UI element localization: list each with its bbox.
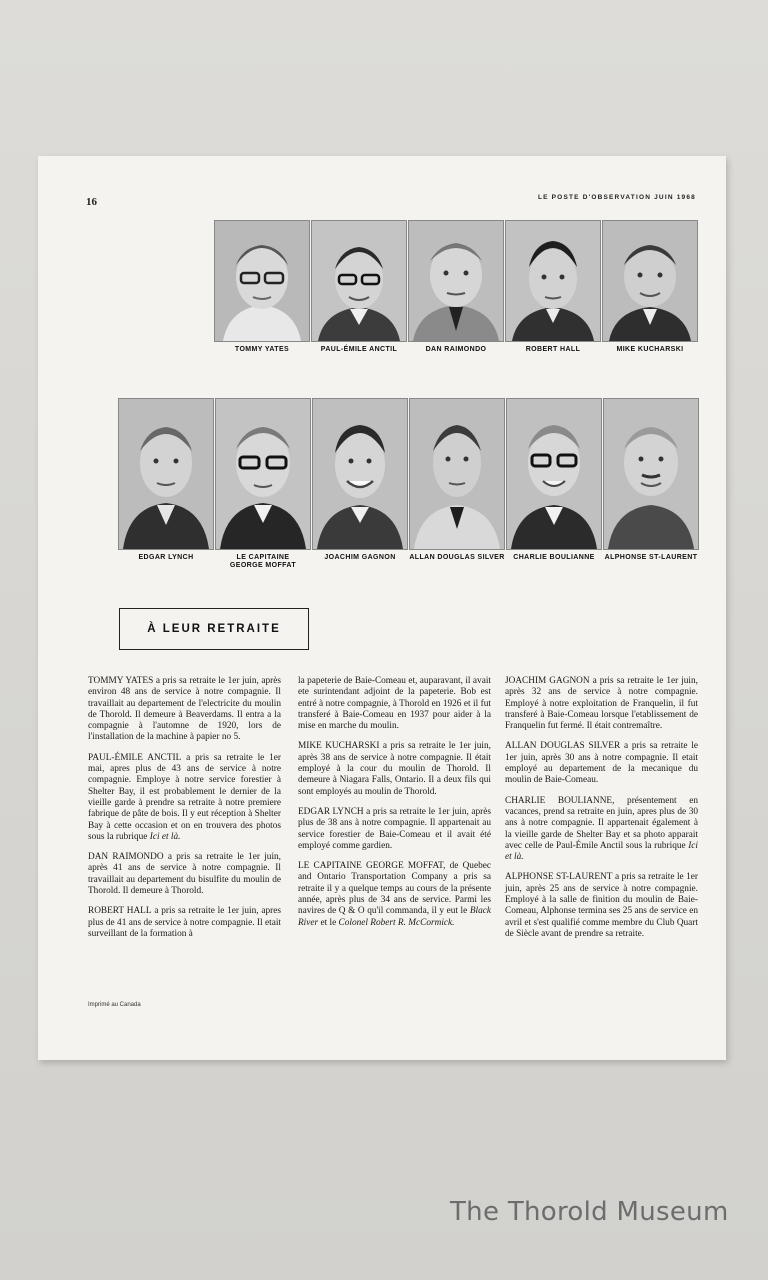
- paragraph: [298, 676, 491, 732]
- paragraph: [298, 861, 491, 929]
- portrait-robert-hall: [505, 220, 601, 354]
- page-number: 16: [86, 196, 97, 208]
- magazine-page: [38, 156, 726, 1060]
- portrait-caption: JOACHIM GAGNON: [324, 554, 396, 561]
- portrait-george-moffat: [215, 398, 311, 570]
- paragraph-text: a pris sa retraite le 1er juin, après 41 ans de service à notre compagnie. Il travaillait au departement du bisulfite du moulin de Thorold. Il demeure à Thorold.: [88, 852, 281, 897]
- paragraph-text: a pris sa retraite le 1er juin, après 30 ans à notre compagnie. Il etait employé au departement de la mecanique du moulin de Baie-Comeau.: [505, 741, 698, 786]
- portrait-alphonse-st-laurent: [603, 398, 699, 570]
- portrait-dan-raimondo: [408, 220, 504, 354]
- paragraph: [505, 741, 698, 786]
- italic-reference: Ici et là.: [505, 840, 698, 863]
- paragraph: [88, 753, 281, 843]
- paragraph-text: a pris sa retraite le 1er juin, après environ 48 ans de service à notre compagnie. Il travaillait au departement de l'electricite du moulin de Thorold. Il demeure à Beaverdams. Il entra a la compagnie à l'automne de 1920, lors de l'installation de la machine à papier no 5.: [88, 676, 281, 743]
- paragraph: [505, 796, 698, 864]
- portrait-photo: [409, 398, 505, 550]
- portrait-caption: PAUL-ÉMILE ANCTIL: [320, 346, 398, 353]
- paragraph-text: a pris sa retraite le 1er juin, apres plus de 41 ans de service à notre compagnie. Il etait surveillant de la formation à: [88, 906, 281, 939]
- italic-reference: Black River: [298, 906, 491, 928]
- museum-watermark: The Thorold Museum: [450, 1197, 729, 1227]
- text-column-3: [505, 676, 698, 949]
- portrait-photo: [408, 220, 504, 342]
- portrait-caption: ROBERT HALL: [525, 346, 581, 353]
- portrait-photo: [505, 220, 601, 342]
- portrait-photo: [311, 220, 407, 342]
- portrait-caption: MIKE KUCHARSKI: [616, 346, 684, 353]
- retiree-name: ROBERT HALL: [88, 906, 152, 917]
- text-column-2: [298, 676, 491, 938]
- portrait-caption: ALLAN DOUGLAS SILVER: [409, 554, 505, 561]
- portrait-photo: [603, 398, 699, 550]
- portrait-photo: [506, 398, 602, 550]
- retiree-name: LE CAPITAINE GEORGE MOFFAT,: [298, 861, 446, 872]
- paragraph-text: a pris sa retraite le 1er juin, après 38 ans de service à notre compagnie. Il était employé à la cour du moulin de Thorold. Il demeure à Niagara Falls, Ontario. Il a deux fils qui sont employés au moulin de Thorold.: [298, 741, 491, 797]
- portrait-edgar-lynch: [118, 398, 214, 570]
- retiree-name: ALPHONSE ST-LAURENT: [505, 872, 613, 883]
- retiree-name: PAUL-ÉMILE ANCTIL: [88, 752, 182, 763]
- portrait-caption: ALPHONSE ST-LAURENT: [604, 554, 698, 561]
- paragraph-text: a pris sa retraite le 1er mai, apres plus de 43 ans de service à notre compagnie. Employe à notre service forestier à Shelter Bay, il est probablement le dernier de la vieille garde à prendre sa retraite à notre premiere fabrique de pâte de bois. Il y eut réception à Shelter Bay à cette occasion et on en trouvera des photos sous la rubrique: [88, 752, 282, 842]
- portrait-caption: EDGAR LYNCH: [138, 554, 194, 561]
- paragraph-text: a pris sa retraite le 1er juin, après plus de 38 ans à notre compagnie. Il appartenait au service forestier de Baie-Comeau et il avait été employé comme gardien.: [298, 806, 492, 851]
- paragraph-text: la papeterie de Baie-Comeau et, auparavant, il avait ete surintendant adjoint de la papeterie. Bob est entré à notre compagnie, à Thorold en 1926 et il fut transferé à Baie-Comeau en 1937 pour aider à la mise en marche du moulin.: [298, 676, 491, 732]
- portrait-caption: CHARLIE BOULIANNE: [513, 554, 595, 561]
- paragraph-text: a pris sa retraite le 1er juin, après 32 ans de service à notre compagnie. Employé à notre exploitation de Franquelin, il fut transferé à Baie-Comeau lorsque l'etablissement de Franquelin fut fermé. Il était contremaître.: [505, 676, 698, 732]
- paragraph: [298, 807, 491, 852]
- portrait-caption: LE CAPITAINE GEORGE MOFFAT: [229, 554, 297, 569]
- paragraph: [88, 676, 281, 744]
- portrait-allan-douglas-silver: [409, 398, 505, 570]
- portrait-photo: [215, 398, 311, 550]
- paragraph-text: de Quebec and Ontario Transportation Company a pris sa retraite il y a quelque temps au cours de la présente année, après plus de 34 ans de service. Parmi les navires de Q & O qu'il commanda, il y eut le: [298, 861, 491, 917]
- portrait-row-2: [118, 398, 700, 570]
- portrait-row-1: [214, 220, 699, 354]
- imprint-note: Imprimé au Canada: [88, 1002, 141, 1008]
- retiree-name: ALLAN DOUGLAS SILVER: [505, 741, 621, 752]
- portrait-photo: [602, 220, 698, 342]
- portrait-photo: [118, 398, 214, 550]
- retiree-name: CHARLIE BOULIANNE,: [505, 795, 615, 806]
- portrait-caption: TOMMY YATES: [234, 346, 290, 353]
- portrait-caption: DAN RAIMONDO: [425, 346, 487, 353]
- text-column-1: [88, 676, 281, 949]
- retiree-name: DAN RAIMONDO: [88, 852, 164, 863]
- paragraph: [88, 906, 281, 940]
- portrait-paul-emile-anctil: [311, 220, 407, 354]
- portrait-mike-kucharski: [602, 220, 698, 354]
- italic-reference: Colonel Robert R. McCormick.: [338, 917, 455, 928]
- portrait-photo: [214, 220, 310, 342]
- paragraph: [505, 872, 698, 940]
- paragraph-text: a pris sa retraite le 1er juin, après 25 ans de service à notre compagnie. Employé à la salle de finition du moulin de Baie-Comeau, Alphonse termina ses 25 ans de service en avril et s'est qualifié comme membre du Club Quart de Siècle avant de prendre sa retraite.: [505, 872, 698, 939]
- paragraph: [505, 676, 698, 732]
- retiree-name: JOACHIM GAGNON: [505, 676, 590, 686]
- section-heading: À LEUR RETRAITE: [119, 608, 309, 650]
- paragraph-text: présentement en vacances, prend sa retraite en juin, apres plus de 30 ans à notre compagnie. Il appartenait également à la vieille garde de Shelter Bay et sa photo apparait avec celle de Paul-Émile Anctil sous la rubrique: [505, 795, 698, 851]
- paragraph-text: et le: [318, 917, 339, 928]
- retiree-name: EDGAR LYNCH: [298, 806, 364, 817]
- portrait-tommy-yates: [214, 220, 310, 354]
- italic-reference: Ici et là.: [149, 831, 181, 842]
- portrait-joachim-gagnon: [312, 398, 408, 570]
- retiree-name: MIKE KUCHARSKI: [298, 741, 380, 752]
- paragraph: [298, 741, 491, 797]
- paragraph: [88, 852, 281, 897]
- portrait-photo: [312, 398, 408, 550]
- portrait-charlie-boulianne: [506, 398, 602, 570]
- running-head: LE POSTE D'OBSERVATION JUIN 1968: [537, 194, 696, 201]
- retiree-name: TOMMY YATES: [88, 676, 154, 686]
